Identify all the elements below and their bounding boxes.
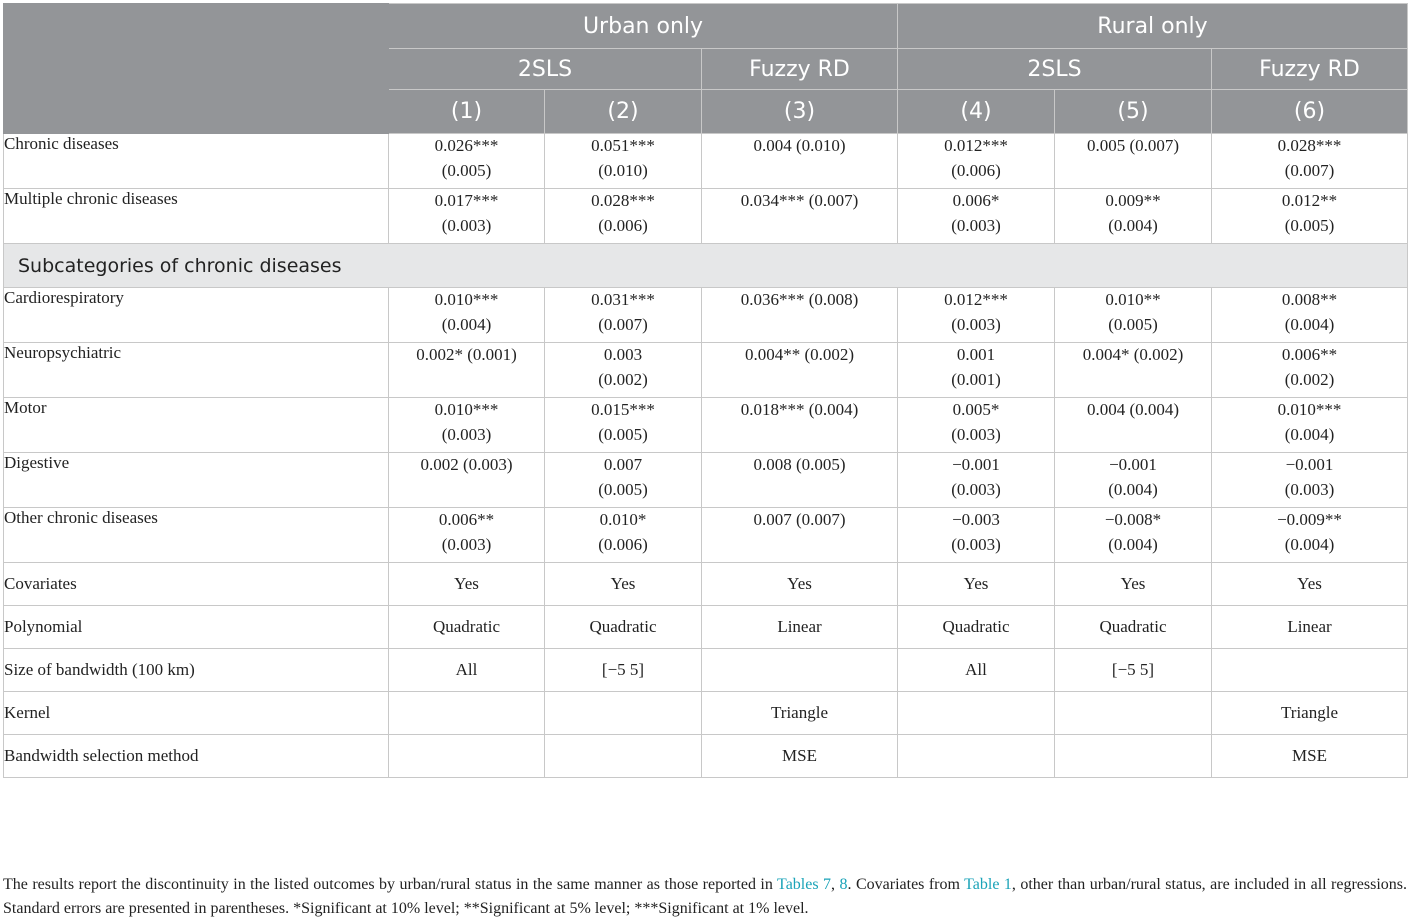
table-cell	[389, 288, 545, 343]
col-num-5: (5)	[1055, 90, 1212, 134]
table-cell	[1055, 398, 1212, 453]
table-cell	[1055, 453, 1212, 508]
cell-estimate: 0.010**	[1105, 290, 1161, 309]
cell-estimate: −0.003	[952, 510, 1000, 529]
row-label: Covariates	[4, 563, 389, 606]
cell-estimate: 0.036*** (0.008)	[740, 290, 859, 309]
table-cell	[702, 189, 898, 244]
row-label: Other chronic diseases	[4, 508, 389, 563]
table-cell	[1055, 134, 1212, 189]
row-label: Cardiorespiratory	[4, 288, 389, 343]
cell-estimate: 0.010***	[434, 400, 499, 419]
table-cell	[389, 189, 545, 244]
cell-estimate: 0.005*	[952, 400, 1000, 419]
col-num-6: (6)	[1212, 90, 1408, 134]
table-row	[4, 398, 1408, 453]
table-cell	[702, 288, 898, 343]
cell-std-error: (0.005)	[598, 479, 648, 499]
link-tables-7[interactable]: Tables 7	[777, 876, 832, 893]
cell-std-error: (0.003)	[951, 215, 1001, 235]
cell-estimate: 0.006*	[952, 191, 1000, 210]
table-row	[4, 134, 1408, 189]
table-cell: [−5 5]	[1055, 649, 1212, 692]
table-cell	[389, 398, 545, 453]
cell-estimate: 0.010***	[434, 290, 499, 309]
cell-estimate: 0.001	[956, 345, 996, 364]
row-label: Polynomial	[4, 606, 389, 649]
cell-std-error: (0.003)	[951, 314, 1001, 334]
cell-estimate: 0.018*** (0.004)	[740, 400, 859, 419]
cell-std-error: (0.005)	[441, 160, 492, 180]
cell-estimate: 0.051***	[591, 136, 655, 155]
table-cell	[389, 453, 545, 508]
cell-estimate: 0.012**	[1281, 191, 1338, 210]
header-urban-fuzzy: Fuzzy RD	[702, 49, 898, 90]
table-cell	[1212, 508, 1408, 563]
header-rural-fuzzy: Fuzzy RD	[1212, 49, 1408, 90]
cell-std-error: (0.004)	[1284, 534, 1335, 554]
table-cell	[898, 692, 1055, 735]
table-cell	[702, 508, 898, 563]
cell-estimate: −0.001	[1285, 455, 1334, 474]
table-cell	[545, 508, 702, 563]
cell-std-error: (0.006)	[598, 534, 648, 554]
link-table-8[interactable]: 8	[839, 876, 848, 893]
cell-estimate: −0.008*	[1104, 510, 1162, 529]
table-cell	[1212, 288, 1408, 343]
row-label: Chronic diseases	[4, 134, 389, 189]
table-cell	[702, 453, 898, 508]
table-row	[4, 649, 1408, 692]
table-cell	[545, 692, 702, 735]
cell-estimate: −0.001	[1109, 455, 1157, 474]
table-cell	[1055, 735, 1212, 778]
table-cell	[1055, 288, 1212, 343]
table-cell	[1212, 649, 1408, 692]
cell-std-error: (0.002)	[598, 369, 648, 389]
table-cell	[545, 735, 702, 778]
table-row	[4, 288, 1408, 343]
table-cell: All	[389, 649, 545, 692]
cell-estimate: 0.028***	[1277, 136, 1342, 155]
cell-std-error: (0.003)	[1284, 479, 1335, 499]
header-urban: Urban only	[389, 4, 898, 49]
table-row	[4, 189, 1408, 244]
table-cell	[898, 189, 1055, 244]
table-row	[4, 606, 1408, 649]
cell-estimate: 0.007	[603, 455, 643, 474]
cell-std-error: (0.003)	[441, 424, 492, 444]
table-cell: MSE	[1212, 735, 1408, 778]
cell-std-error: (0.002)	[1284, 369, 1335, 389]
cell-estimate: 0.007 (0.007)	[753, 510, 846, 529]
cell-estimate: 0.031***	[591, 290, 655, 309]
table-cell: Quadratic	[898, 606, 1055, 649]
table-cell: MSE	[702, 735, 898, 778]
table-cell	[389, 134, 545, 189]
table-cell	[1055, 189, 1212, 244]
table-cell: Linear	[1212, 606, 1408, 649]
cell-estimate: 0.034*** (0.007)	[740, 191, 859, 210]
table-row	[4, 735, 1408, 778]
table-cell: Triangle	[1212, 692, 1408, 735]
table-cell	[898, 453, 1055, 508]
row-label: Size of bandwidth (100 km)	[4, 649, 389, 692]
cell-estimate: 0.012***	[944, 290, 1008, 309]
cell-std-error: (0.003)	[951, 534, 1001, 554]
table-cell	[1212, 189, 1408, 244]
table-cell: Yes	[545, 563, 702, 606]
header-rural-2sls: 2SLS	[898, 49, 1212, 90]
cell-std-error: (0.004)	[1108, 215, 1158, 235]
cell-estimate: 0.010*	[599, 510, 647, 529]
table-cell	[1055, 692, 1212, 735]
table-cell: Yes	[1212, 563, 1408, 606]
cell-estimate: 0.010***	[1277, 400, 1342, 419]
cell-estimate: 0.004 (0.004)	[1086, 400, 1180, 419]
cell-estimate: −0.009**	[1277, 510, 1342, 529]
cell-estimate: 0.026***	[434, 136, 499, 155]
table-cell	[702, 343, 898, 398]
cell-estimate: 0.002 (0.003)	[420, 455, 513, 474]
cell-std-error: (0.004)	[1108, 479, 1158, 499]
cell-estimate: 0.004 (0.010)	[753, 136, 846, 155]
table-cell	[898, 288, 1055, 343]
cell-std-error: (0.010)	[598, 160, 648, 180]
cell-estimate: 0.005 (0.007)	[1086, 136, 1180, 155]
header-blank	[4, 4, 389, 134]
row-label: Multiple chronic diseases	[4, 189, 389, 244]
col-num-3: (3)	[702, 90, 898, 134]
table-row	[4, 508, 1408, 563]
cell-std-error: (0.003)	[441, 534, 492, 554]
cell-std-error: (0.007)	[598, 314, 648, 334]
table-cell	[545, 288, 702, 343]
cell-std-error: (0.003)	[951, 479, 1001, 499]
table-row	[4, 343, 1408, 398]
cell-estimate: 0.028***	[591, 191, 655, 210]
table-cell	[702, 398, 898, 453]
row-label: Bandwidth selection method	[4, 735, 389, 778]
table-cell: Quadratic	[389, 606, 545, 649]
cell-estimate: 0.015***	[591, 400, 655, 419]
table-row	[4, 692, 1408, 735]
table-cell: Yes	[702, 563, 898, 606]
table-cell	[1212, 134, 1408, 189]
table-cell	[702, 134, 898, 189]
row-label: Kernel	[4, 692, 389, 735]
table-cell	[1055, 508, 1212, 563]
cell-std-error: (0.005)	[1284, 215, 1335, 235]
table-cell	[898, 735, 1055, 778]
table-cell: Yes	[389, 563, 545, 606]
table-cell	[898, 508, 1055, 563]
table-cell	[389, 735, 545, 778]
cell-estimate: 0.004** (0.002)	[744, 345, 855, 364]
table-cell	[1212, 453, 1408, 508]
results-table	[3, 3, 1408, 778]
table-cell	[1212, 398, 1408, 453]
table-cell: [−5 5]	[545, 649, 702, 692]
col-num-2: (2)	[545, 90, 702, 134]
table-cell	[545, 189, 702, 244]
table-footnote: The results report the discontinuity in the listed outcomes by urban/rural status in the same manner as those reported in Tables 7, 8. Covariates from Table 1, other than urban/rural status, are included in all regressions. Standard errors are presented in parentheses. *Significant at 10% level; **Significant at 5% level; ***Significant at 1% level.	[3, 876, 1408, 917]
link-table-1[interactable]: Table 1	[964, 876, 1012, 893]
table-cell	[1055, 343, 1212, 398]
cell-std-error: (0.006)	[598, 215, 648, 235]
col-num-4: (4)	[898, 90, 1055, 134]
cell-estimate: 0.006**	[1281, 345, 1338, 364]
table-row	[4, 563, 1408, 606]
cell-std-error: (0.007)	[1284, 160, 1335, 180]
header-rural: Rural only	[898, 4, 1408, 49]
table-cell	[389, 692, 545, 735]
cell-estimate: 0.002* (0.001)	[416, 345, 517, 364]
table-cell: Quadratic	[545, 606, 702, 649]
table-cell: Quadratic	[1055, 606, 1212, 649]
cell-std-error: (0.004)	[1108, 534, 1158, 554]
cell-std-error: (0.003)	[951, 424, 1001, 444]
table-cell: Linear	[702, 606, 898, 649]
cell-estimate: 0.009**	[1105, 191, 1161, 210]
table-cell	[545, 343, 702, 398]
table-cell	[389, 508, 545, 563]
cell-estimate: 0.006**	[438, 510, 495, 529]
cell-estimate: −0.001	[952, 455, 1000, 474]
cell-std-error: (0.004)	[1284, 424, 1335, 444]
table-row	[4, 453, 1408, 508]
table-cell	[545, 398, 702, 453]
col-num-1: (1)	[389, 90, 545, 134]
table-cell	[898, 398, 1055, 453]
cell-estimate: 0.012***	[944, 136, 1008, 155]
cell-estimate: 0.003	[603, 345, 643, 364]
cell-std-error: (0.006)	[951, 160, 1001, 180]
cell-estimate: 0.004* (0.002)	[1082, 345, 1184, 364]
row-label: Neuropsychiatric	[4, 343, 389, 398]
cell-std-error: (0.005)	[1108, 314, 1158, 334]
table-cell	[545, 134, 702, 189]
table-cell	[545, 453, 702, 508]
table-cell: All	[898, 649, 1055, 692]
table-cell	[898, 134, 1055, 189]
cell-std-error: (0.004)	[1284, 314, 1335, 334]
cell-estimate: 0.008 (0.005)	[753, 455, 846, 474]
table-cell: Yes	[898, 563, 1055, 606]
cell-std-error: (0.004)	[441, 314, 492, 334]
cell-std-error: (0.003)	[441, 215, 492, 235]
row-label: Digestive	[4, 453, 389, 508]
subcategory-header-row	[4, 244, 1408, 288]
cell-std-error: (0.001)	[951, 369, 1001, 389]
table-cell	[702, 649, 898, 692]
cell-estimate: 0.008**	[1281, 290, 1338, 309]
cell-estimate: 0.017***	[434, 191, 499, 210]
table-cell	[389, 343, 545, 398]
table-cell: Yes	[1055, 563, 1212, 606]
row-label: Motor	[4, 398, 389, 453]
header-urban-2sls: 2SLS	[389, 49, 702, 90]
subcategory-title: Subcategories of chronic diseases	[4, 244, 1408, 288]
table-cell: Triangle	[702, 692, 898, 735]
table-cell	[1212, 343, 1408, 398]
cell-std-error: (0.005)	[598, 424, 648, 444]
table-cell	[898, 343, 1055, 398]
